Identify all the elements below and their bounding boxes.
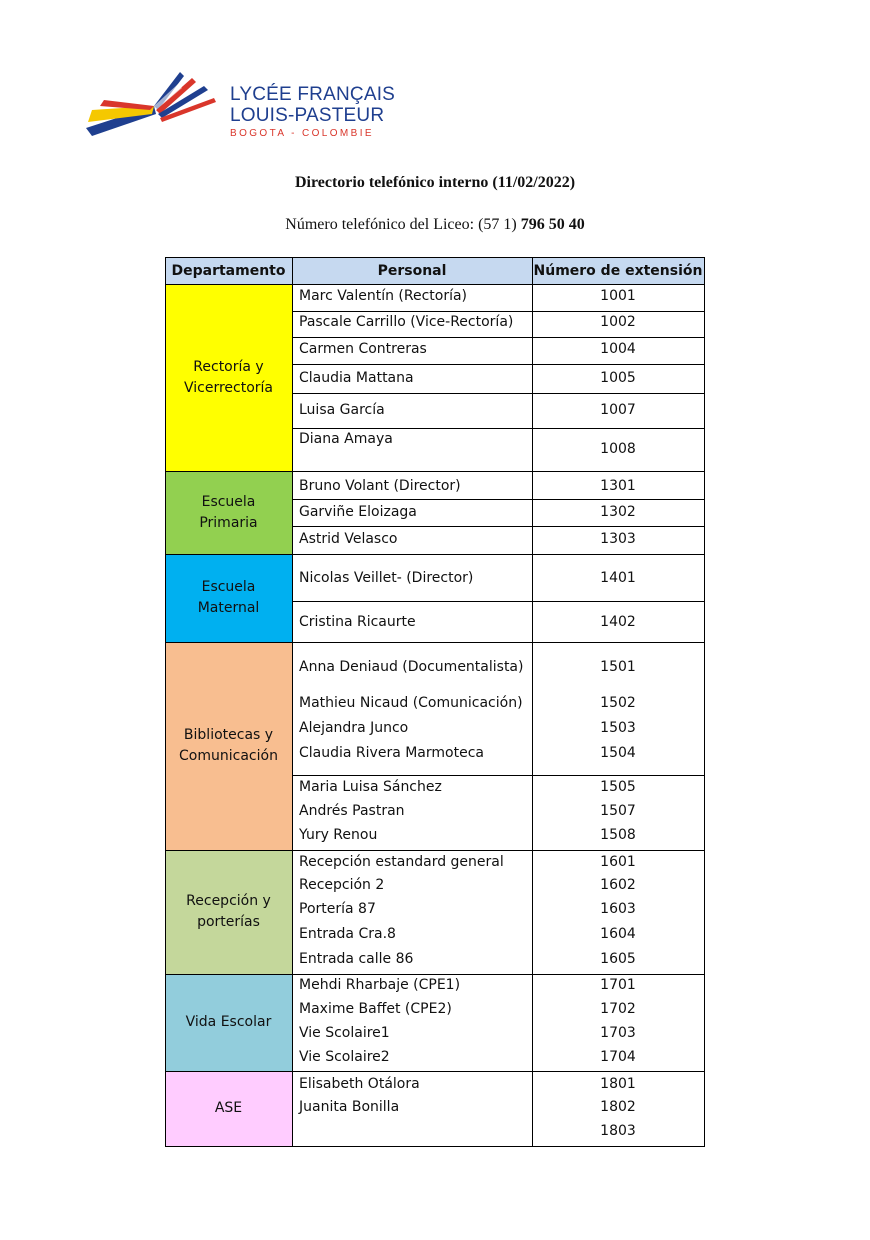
extension-number: 1501 bbox=[600, 659, 636, 675]
extension-number: 1801 bbox=[600, 1076, 636, 1092]
personal-name: Claudia Mattana bbox=[299, 370, 414, 386]
row-divider bbox=[292, 499, 704, 500]
column-divider bbox=[292, 257, 293, 1147]
personal-name: Yury Renou bbox=[299, 827, 378, 843]
extension-number: 1503 bbox=[600, 720, 636, 736]
row-divider bbox=[292, 526, 704, 527]
row-divider bbox=[292, 601, 704, 602]
department-divider bbox=[165, 642, 704, 643]
personal-name: Marc Valentín (Rectoría) bbox=[299, 288, 468, 304]
extension-number: 1803 bbox=[600, 1123, 636, 1139]
page-title: Directorio telefónico interno (11/02/2022) bbox=[294, 174, 576, 191]
extension-number: 1802 bbox=[600, 1099, 636, 1115]
department-divider bbox=[165, 471, 704, 472]
extension-number: 1601 bbox=[600, 854, 636, 870]
extension-number: 1502 bbox=[600, 695, 636, 711]
personal-name: Alejandra Junco bbox=[299, 720, 409, 736]
personal-name: Anna Deniaud (Documentalista) bbox=[299, 659, 524, 675]
row-divider bbox=[292, 393, 704, 394]
department-divider bbox=[165, 974, 704, 975]
header-ext: Número de extensión bbox=[532, 257, 704, 284]
extension-number: 1703 bbox=[600, 1025, 636, 1041]
department-cell bbox=[165, 1071, 292, 1146]
open-book-icon bbox=[84, 70, 224, 142]
extension-number: 1504 bbox=[600, 745, 636, 761]
extension-number: 1302 bbox=[600, 504, 636, 520]
extension-number: 1008 bbox=[600, 441, 636, 457]
row-divider bbox=[292, 311, 704, 312]
personal-name: Astrid Velasco bbox=[299, 531, 398, 547]
header-dept: Departamento bbox=[165, 257, 292, 284]
extension-number: 1005 bbox=[600, 370, 636, 386]
department-cell bbox=[165, 471, 292, 554]
column-divider bbox=[532, 257, 533, 1147]
personal-name: Carmen Contreras bbox=[299, 341, 427, 357]
school-logo bbox=[84, 70, 396, 142]
personal-name: Entrada calle 86 bbox=[299, 951, 414, 967]
column-divider bbox=[165, 257, 166, 1147]
personal-name: Andrés Pastran bbox=[299, 803, 405, 819]
personal-name: Entrada Cra.8 bbox=[299, 926, 396, 942]
personal-name: Cristina Ricaurte bbox=[299, 614, 416, 630]
personal-name: Bruno Volant (Director) bbox=[299, 478, 461, 494]
extension-number: 1602 bbox=[600, 877, 636, 893]
personal-name: Vie Scolaire2 bbox=[299, 1049, 390, 1065]
header-divider bbox=[165, 284, 704, 285]
column-divider bbox=[704, 257, 705, 1147]
department-divider bbox=[165, 1071, 704, 1072]
department-cell bbox=[165, 642, 292, 850]
personal-name: Maria Luisa Sánchez bbox=[299, 779, 442, 795]
extension-number: 1401 bbox=[600, 570, 636, 586]
personal-name: Pascale Carrillo (Vice-Rectoría) bbox=[299, 314, 514, 330]
personal-name: Diana Amaya bbox=[299, 431, 393, 447]
header-personal: Personal bbox=[292, 257, 532, 284]
personal-name: Recepción estandard general bbox=[299, 854, 504, 870]
extension-number: 1301 bbox=[600, 478, 636, 494]
extension-number: 1704 bbox=[600, 1049, 636, 1065]
phone-number: 796 50 40 bbox=[520, 216, 585, 233]
personal-name: Mehdi Rharbaje (CPE1) bbox=[299, 977, 461, 993]
personal-name: Juanita Bonilla bbox=[299, 1099, 400, 1115]
row-divider bbox=[292, 428, 704, 429]
personal-name: Elisabeth Otálora bbox=[299, 1076, 420, 1092]
extension-number: 1603 bbox=[600, 901, 636, 917]
row-divider bbox=[292, 337, 704, 338]
department-divider bbox=[165, 850, 704, 851]
department-name: Vida Escolar bbox=[185, 1014, 272, 1030]
logo-line-3: BOGOTA - COLOMBIE bbox=[230, 128, 374, 139]
extension-number: 1007 bbox=[600, 402, 636, 418]
department-cell bbox=[165, 974, 292, 1071]
department-name: Escuela Maternal bbox=[197, 579, 260, 616]
extension-number: 1605 bbox=[600, 951, 636, 967]
extension-number: 1303 bbox=[600, 531, 636, 547]
department-name: ASE bbox=[214, 1100, 243, 1116]
department-name: Recepción y porterías bbox=[186, 893, 271, 930]
personal-name: Vie Scolaire1 bbox=[299, 1025, 390, 1041]
extension-number: 1001 bbox=[600, 288, 636, 304]
logo-line-2: LOUIS-PASTEUR bbox=[230, 105, 385, 126]
department-divider bbox=[165, 1146, 704, 1147]
extension-number: 1604 bbox=[600, 926, 636, 942]
row-divider bbox=[292, 775, 704, 776]
logo-line-1: LYCÉE FRANÇAIS bbox=[230, 84, 396, 105]
department-cell bbox=[165, 284, 292, 471]
extension-number: 1508 bbox=[600, 827, 636, 843]
personal-name: Maxime Baffet (CPE2) bbox=[299, 1001, 452, 1017]
personal-name: Recepción 2 bbox=[299, 877, 385, 893]
personal-name: Portería 87 bbox=[299, 901, 376, 917]
department-cell bbox=[165, 850, 292, 974]
extension-number: 1004 bbox=[600, 341, 636, 357]
personal-name: Luisa García bbox=[299, 402, 385, 418]
department-name: Escuela Primaria bbox=[199, 493, 258, 531]
extension-number: 1507 bbox=[600, 803, 636, 819]
extension-number: 1402 bbox=[600, 614, 636, 630]
school-phone bbox=[0, 216, 870, 234]
extension-number: 1701 bbox=[600, 977, 636, 993]
department-name: Bibliotecas y Comunicación bbox=[179, 727, 278, 764]
personal-name: Claudia Rivera Marmoteca bbox=[299, 745, 484, 761]
personal-name: Mathieu Nicaud (Comunicación) bbox=[299, 695, 523, 711]
row-divider bbox=[292, 364, 704, 365]
extension-number: 1505 bbox=[600, 779, 636, 795]
extension-number: 1702 bbox=[600, 1001, 636, 1017]
phone-label: Número telefónico del Liceo: (57 1) bbox=[285, 216, 521, 233]
department-divider bbox=[165, 554, 704, 555]
extension-number: 1002 bbox=[600, 314, 636, 330]
personal-name: Garviñe Eloizaga bbox=[299, 504, 417, 520]
table-border-top bbox=[165, 257, 704, 258]
department-name: Rectoría y Vicerrectoría bbox=[183, 358, 274, 396]
personal-name: Nicolas Veillet- (Director) bbox=[299, 570, 474, 586]
department-cell bbox=[165, 554, 292, 642]
